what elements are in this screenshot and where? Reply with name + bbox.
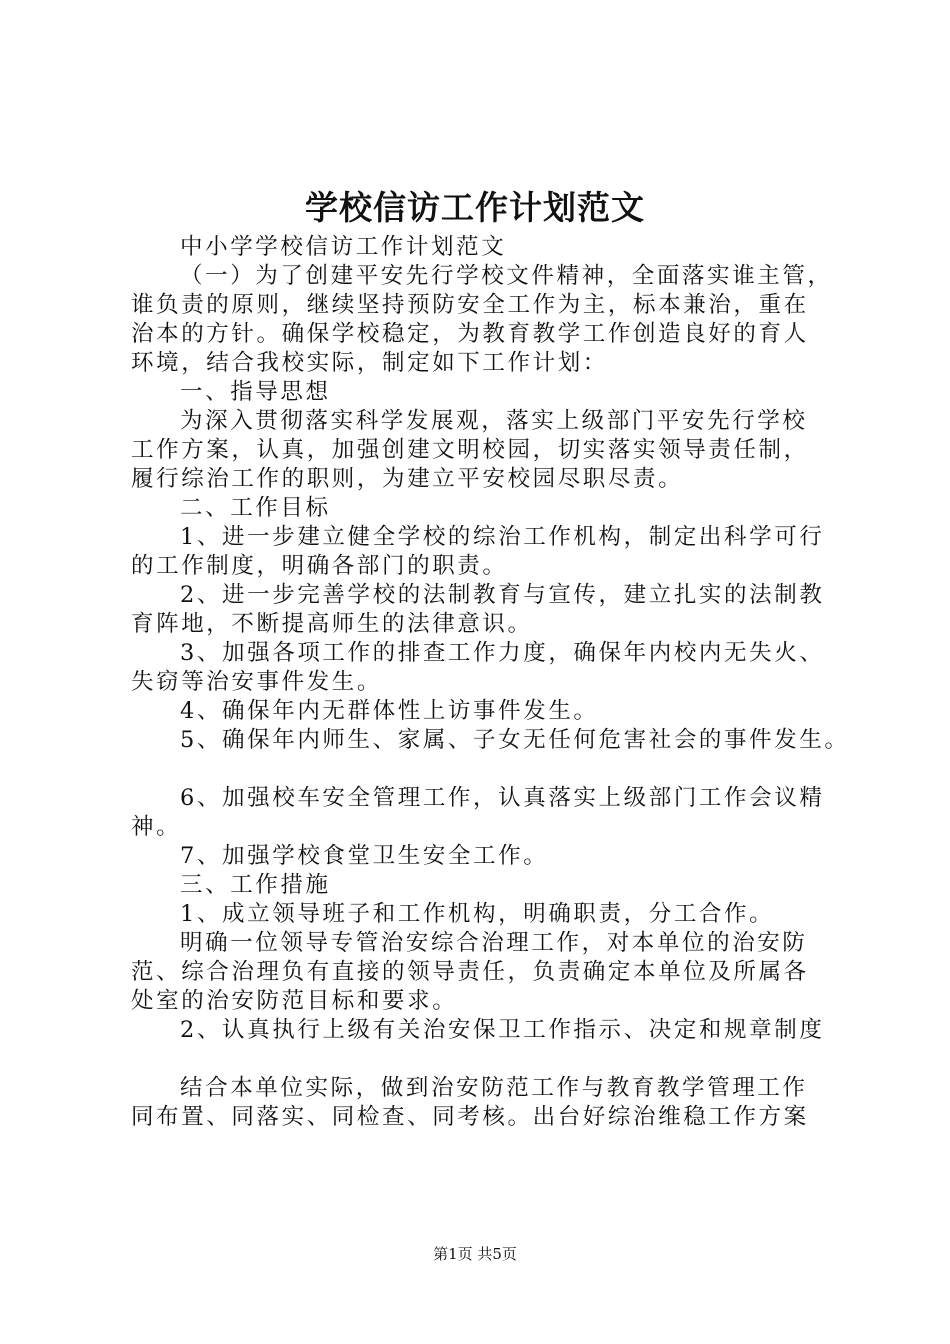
paragraph-line: 环境，结合我校实际，制定如下工作计划： [131,350,608,376]
paragraph-line: 结合本单位实际，做到治安防范工作与教育教学管理工作 [180,1075,808,1101]
paragraph-line: 的工作制度，明确各部门的职责。 [131,553,508,579]
blank-line [131,1045,851,1074]
paragraph-line: 中小学学校信访工作计划范文 [180,234,507,260]
paragraph-line: 失窃等治安事件发生。 [131,669,383,695]
paragraph-line: 同布置、同落实、同检查、同考核。出台好综治维稳工作方案 [131,1104,809,1130]
document-body [131,233,851,1132]
paragraph-line: 育阵地，不断提高师生的法律意识。 [131,611,533,637]
paragraph-line: 3、加强各项工作的排查工作力度，确保年内校内无失火、 [180,640,825,666]
paragraph-line: 三、工作措施 [180,872,331,898]
paragraph-line: 治本的方针。确保学校稳定，为教育教学工作创造良好的育人 [131,321,809,347]
paragraph-line: 谁负责的原则，继续坚持预防安全工作为主，标本兼治，重在 [131,292,809,318]
paragraph-line: 4、确保年内无群体性上访事件发生。 [180,698,599,724]
paragraph-line: 神。 [131,814,182,840]
page-footer: 第1页 共5页 [433,1245,517,1263]
paragraph-line: 6、加强校车安全管理工作，认真落实上级部门工作会议精 [180,785,825,811]
paragraph-line: 二、工作目标 [180,495,331,521]
paragraph-line: 1、成立领导班子和工作机构，明确职责，分工合作。 [180,901,775,927]
paragraph-line: 工作方案，认真，加强创建文明校园，切实落实领导责任制， [131,437,809,463]
paragraph-line: 1、进一步建立健全学校的综治工作机构，制定出科学可行 [180,524,825,550]
paragraph-line: 2、进一步完善学校的法制教育与宣传，建立扎实的法制教 [180,582,825,608]
paragraph-line: 范、综合治理负有直接的领导责任，负责确定本单位及所属各 [131,959,809,985]
paragraph-line: 履行综治工作的职则，为建立平安校园尽职尽责。 [131,466,684,492]
document-title: 学校信访工作计划范文 [305,188,645,227]
blank-line [131,755,851,784]
paragraph-line: 2、认真执行上级有关治安保卫工作指示、决定和规章制度 [180,1017,825,1043]
paragraph-line: （一）为了创建平安先行学校文件精神，全面落实谁主管， [180,263,833,289]
paragraph-line: 为深入贯彻落实科学发展观，落实上级部门平安先行学校 [180,408,808,434]
paragraph-line: 7、加强学校食堂卫生安全工作。 [180,843,549,869]
paragraph-line: 明确一位领导专管治安综合治理工作，对本单位的治安防 [180,930,808,956]
paragraph-line: 处室的治安防范目标和要求。 [131,988,458,1014]
paragraph-line: 5、确保年内师生、家属、子女无任何危害社会的事件发生。 [180,727,850,753]
paragraph-line: 一、指导思想 [180,379,331,405]
